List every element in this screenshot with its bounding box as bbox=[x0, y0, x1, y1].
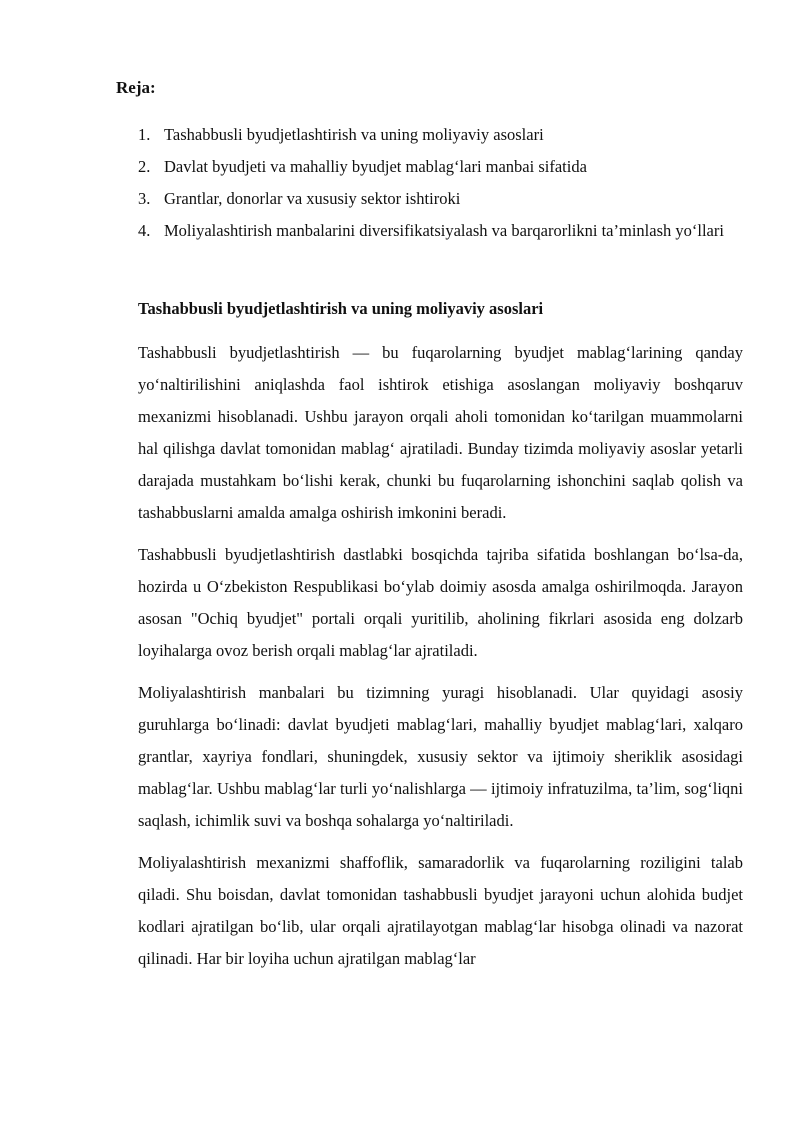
section-title: Tashabbusli byudjetlashtirish va uning moliyaviy asoslari bbox=[138, 299, 544, 318]
paragraph: Moliyalashtirish manbalari bu tizimning yuragi hisoblanadi. Ular quyidagi asosiy guruhlarga bo‘linadi: davlat byudjeti mablag‘lari, mahalliy byudjet mablag‘lari, xalqaro grantlar, xayriya fondlari, shuningdek, xususiy sektor va ijtimoiy sheriklik asosidagi mablag‘lar. Ushbu mablag‘lar turli yo‘nalishlarga — ijtimoiy infratuzilma, ta’lim, sog‘liqni saqlash, ichimlik suvi va boshqa sohalarga yo‘naltiriladi. bbox=[138, 683, 743, 830]
plan-item-text: Davlat byudjeti va mahalliy byudjet mablag‘lari manbai sifatida bbox=[164, 157, 587, 176]
plan-item-text: Tashabbusli byudjetlashtirish va uning moliyaviy asoslari bbox=[164, 125, 544, 144]
plan-list-item bbox=[138, 119, 743, 151]
plan-list-item bbox=[138, 183, 743, 215]
plan-item-number: 2. bbox=[138, 157, 151, 176]
section-body bbox=[138, 337, 743, 985]
paragraph: Moliyalashtirish mexanizmi shaffoflik, samaradorlik va fuqarolarning roziligini talab qiladi. Shu boisdan, davlat tomonidan tashabbusli byudjet jarayoni uchun alohida budjet kodlari ajratilgan bo‘lib, ular orqali ajratilayotgan mablag‘lar hisobga olinadi va nazorat qilinadi. Har bir loyiha uchun ajratilgan mablag‘lar bbox=[138, 853, 743, 968]
plan-item-number: 3. bbox=[138, 189, 151, 208]
plan-item-text: Grantlar, donorlar va xususiy sektor ishtiroki bbox=[164, 189, 461, 208]
plan-heading: Reja: bbox=[116, 78, 156, 97]
paragraph: Tashabbusli byudjetlashtirish — bu fuqarolarning byudjet mablag‘larining qanday yo‘naltirilishini aniqlashda faol ishtirok etishiga asoslangan moliyaviy boshqaruv mexanizmi hisoblanadi. Ushbu jarayon orqali aholi tomonidan ko‘tarilgan muammolarni hal qilishga davlat tomonidan mablag‘ ajratiladi. Bunday tizimda moliyaviy asoslar yetarli darajada mustahkam bo‘lishi kerak, chunki bu fuqarolarning ishonchini saqlab qolish va tashabbuslarni amalda amalga oshirish imkonini beradi. bbox=[138, 343, 743, 522]
plan-list-item bbox=[138, 151, 743, 183]
plan-list bbox=[138, 119, 743, 247]
plan-item-number: 4. bbox=[138, 221, 151, 240]
plan-list-item bbox=[138, 215, 743, 247]
paragraph: Tashabbusli byudjetlashtirish dastlabki bosqichda tajriba sifatida boshlangan bo‘lsa-da, hozirda u O‘zbekiston Respublikasi bo‘ylab doimiy asosda amalga oshirilmoqda. Jarayon asosan "Ochiq byudjet" portali orqali yuritilib, aholining fikrlari asosida eng dolzarb loyihalarga ovoz berish orqali mablag‘lar ajratiladi. bbox=[138, 545, 743, 660]
plan-item-number: 1. bbox=[138, 125, 151, 144]
plan-item-text: Moliyalashtirish manbalarini diversifikatsiyalash va barqarorlikni ta’minlash yo‘llari bbox=[164, 221, 724, 240]
